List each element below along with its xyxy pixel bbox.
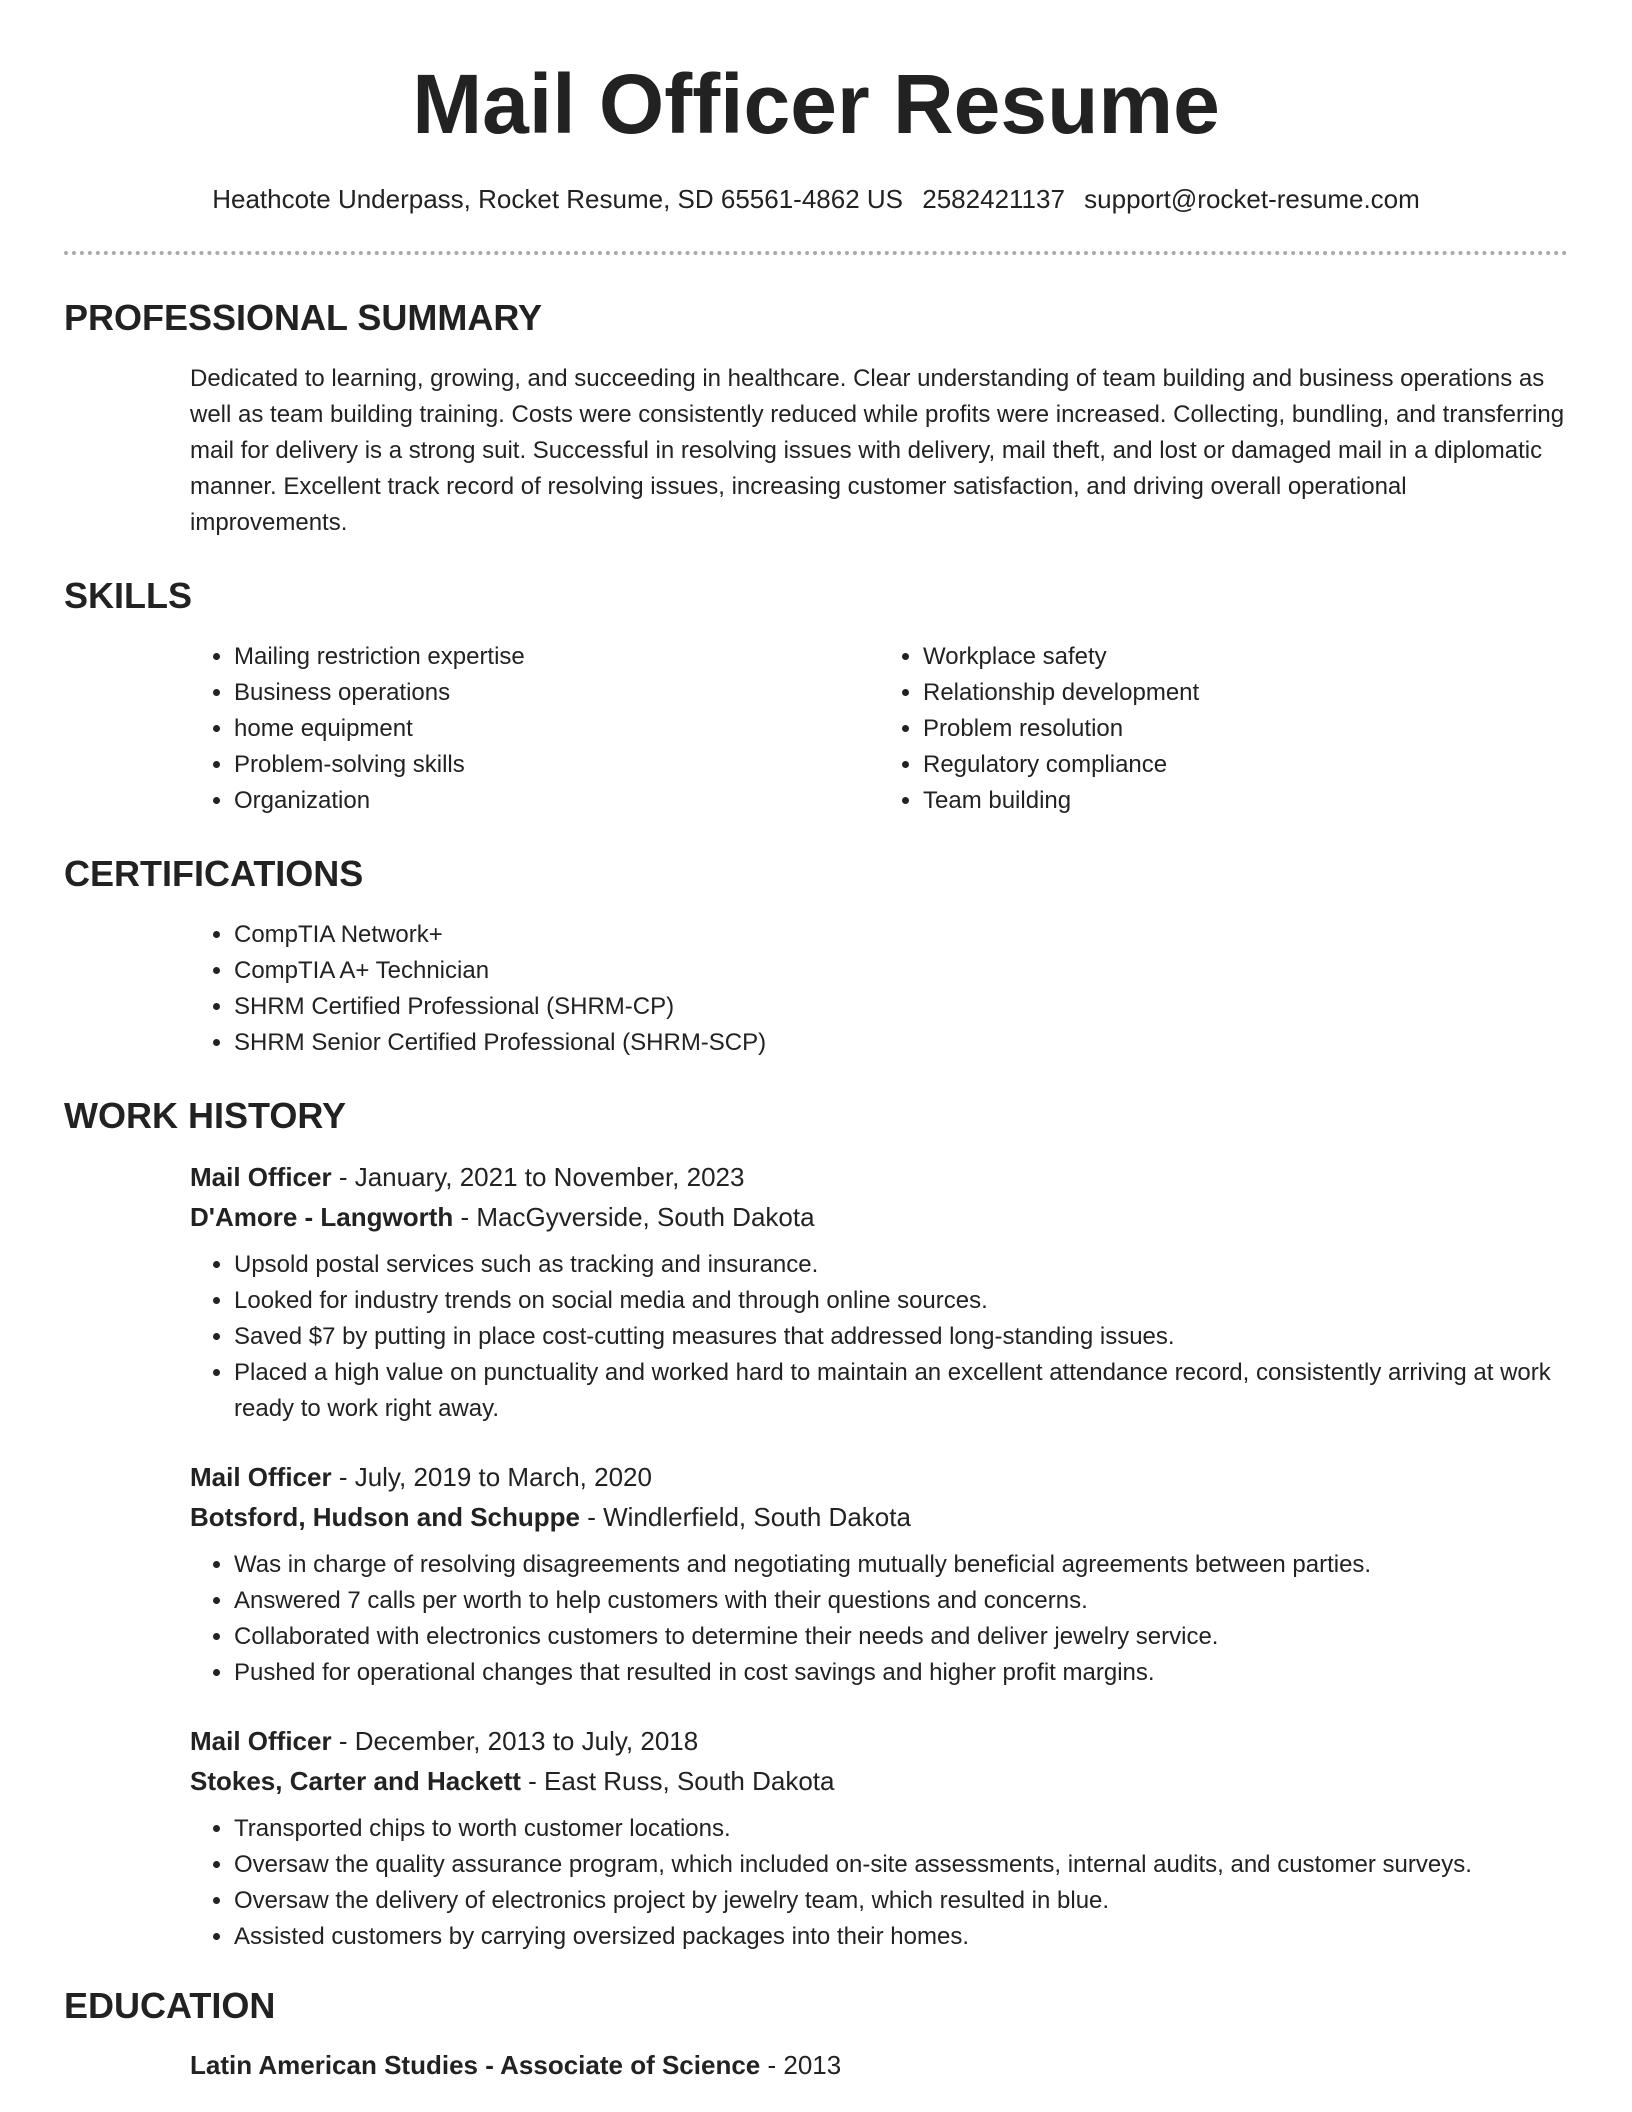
skill-item: • Regulatory compliance: [923, 747, 1568, 783]
skill-item: • Problem-solving skills: [234, 747, 879, 783]
job-bullet: • Was in charge of resolving disagreements and negotiating mutually beneficial agreements between parties.: [234, 1547, 1568, 1583]
certification-item: • SHRM Senior Certified Professional (SHRM-SCP): [234, 1025, 1568, 1061]
work-history-section: [190, 1157, 1568, 1955]
job-location: - MacGyverside, South Dakota: [453, 1202, 815, 1232]
job-bullet: • Assisted customers by carrying oversized packages into their homes.: [234, 1919, 1568, 1955]
job-location: - Windlerfield, South Dakota: [580, 1502, 911, 1532]
job-company-line: [190, 1761, 1568, 1801]
job-entry: [190, 1157, 1568, 1427]
header-divider: [64, 251, 1568, 255]
job-bullets: [190, 1247, 1568, 1427]
job-role: Mail Officer: [190, 1162, 332, 1192]
job-bullet: • Oversaw the delivery of electronics project by jewelry team, which resulted in blue.: [234, 1883, 1568, 1919]
education-heading: EDUCATION: [64, 1985, 276, 2026]
skills-list-right: [879, 639, 1568, 819]
job-company: D'Amore - Langworth: [190, 1202, 454, 1232]
job-bullet: • Pushed for operational changes that resulted in cost savings and higher profit margins.: [234, 1655, 1568, 1691]
summary-text: Dedicated to learning, growing, and succeeding in healthcare. Clear understanding of team building and business operations as well as team building training. Costs were consistently reduced while profits were increased. Collecting, bundling, and transferring mail for delivery is a strong suit. Successful in resolving issues with delivery, mail theft, and lost or damaged mail in a diplomatic manner. Excellent track record of resolving issues, increasing customer satisfaction, and driving overall operational improvements.: [190, 365, 1565, 536]
certifications-section: [190, 917, 1568, 1061]
job-bullet: • Answered 7 calls per worth to help customers with their questions and concerns.: [234, 1583, 1568, 1619]
certification-item: • CompTIA Network+: [234, 917, 1568, 953]
skill-item: • Team building: [923, 783, 1568, 819]
contact-email: support@rocket-resume.com: [1084, 184, 1420, 214]
summary-heading: PROFESSIONAL SUMMARY: [64, 297, 543, 338]
education-year: - 2013: [760, 2050, 842, 2080]
job-bullets: [190, 1547, 1568, 1691]
skill-item: • Business operations: [234, 675, 879, 711]
job-bullet: • Upsold postal services such as tracking and insurance.: [234, 1247, 1568, 1283]
job-dates: - December, 2013 to July, 2018: [331, 1726, 699, 1756]
skills-heading: SKILLS: [64, 575, 193, 616]
job-role: Mail Officer: [190, 1726, 332, 1756]
certification-item: • CompTIA A+ Technician: [234, 953, 1568, 989]
job-company-line: [190, 1497, 1568, 1537]
job-bullets: [190, 1811, 1568, 1955]
job-role-line: [190, 1457, 1568, 1497]
certifications-heading: CERTIFICATIONS: [64, 853, 364, 894]
job-location: - East Russ, South Dakota: [520, 1766, 835, 1796]
job-company: Stokes, Carter and Hackett: [190, 1766, 521, 1796]
skill-item: • Workplace safety: [923, 639, 1568, 675]
job-dates: - January, 2021 to November, 2023: [331, 1162, 745, 1192]
certifications-list: [190, 917, 1568, 1061]
skill-item: • Relationship development: [923, 675, 1568, 711]
education-degree: Latin American Studies - Associate of Science: [190, 2050, 761, 2080]
job-role-line: [190, 1157, 1568, 1197]
job-bullet: • Looked for industry trends on social media and through online sources.: [234, 1283, 1568, 1319]
skills-list-left: [190, 639, 879, 819]
job-role: Mail Officer: [190, 1462, 332, 1492]
job-bullet: • Saved $7 by putting in place cost-cutting measures that addressed long-standing issues.: [234, 1319, 1568, 1355]
skill-item: • Mailing restriction expertise: [234, 639, 879, 675]
job-company-line: [190, 1197, 1568, 1237]
job-bullet: • Collaborated with electronics customers to determine their needs and deliver jewelry service.: [234, 1619, 1568, 1655]
job-bullet: • Placed a high value on punctuality and worked hard to maintain an excellent attendance record, consistently arriving at work ready to work right away.: [234, 1355, 1568, 1427]
skill-item: • home equipment: [234, 711, 879, 747]
job-dates: - July, 2019 to March, 2020: [331, 1462, 652, 1492]
job-entry: [190, 1721, 1568, 1955]
education-line: [190, 2045, 1568, 2085]
contact-line: [64, 184, 1568, 215]
job-bullet: • Oversaw the quality assurance program, which included on-site assessments, internal audits, and customer surveys.: [234, 1847, 1568, 1883]
job-bullet: • Transported chips to worth customer locations.: [234, 1811, 1568, 1847]
skill-item: • Organization: [234, 783, 879, 819]
skills-section: [190, 639, 1568, 819]
summary-section: [190, 361, 1568, 541]
skill-item: • Problem resolution: [923, 711, 1568, 747]
contact-phone: 2582421137: [922, 184, 1065, 214]
resume-title: Mail Officer Resume: [412, 57, 1220, 151]
job-company: Botsford, Hudson and Schuppe: [190, 1502, 580, 1532]
education-section: [190, 2045, 1568, 2085]
contact-address: Heathcote Underpass, Rocket Resume, SD 65561-4862 US: [212, 184, 904, 214]
job-entry: [190, 1457, 1568, 1691]
work-history-heading: WORK HISTORY: [64, 1095, 347, 1136]
certification-item: • SHRM Certified Professional (SHRM-CP): [234, 989, 1568, 1025]
job-role-line: [190, 1721, 1568, 1761]
